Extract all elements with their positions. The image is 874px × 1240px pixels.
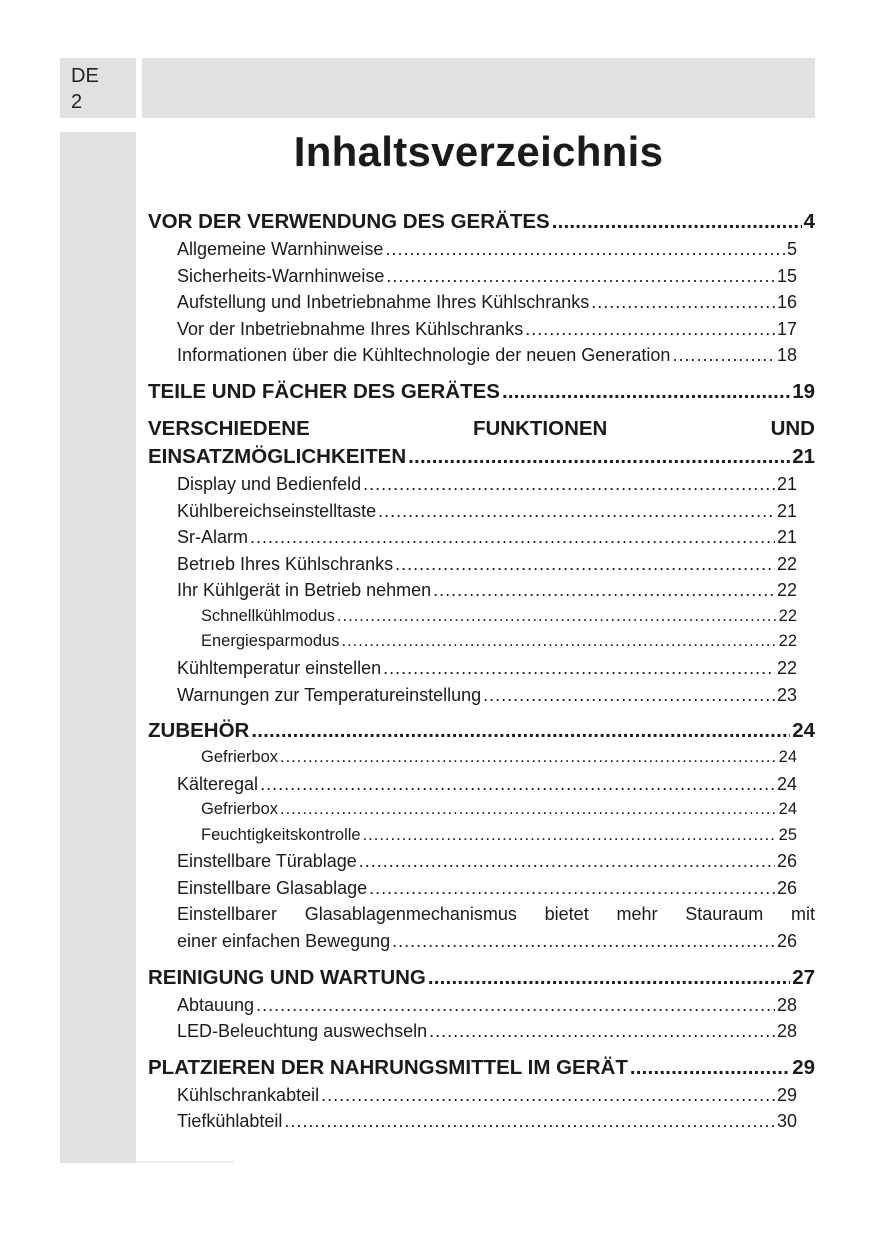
toc-section[interactable] — [148, 1054, 815, 1082]
toc-label: Kühltemperatur einstellen — [177, 657, 382, 678]
toc-section-line1[interactable] — [148, 415, 815, 443]
toc-label: EINSATZMÖGLICHKEITEN — [148, 444, 407, 468]
toc-label: Gefrierbox — [201, 800, 279, 819]
toc-leader — [525, 316, 775, 343]
toc-entry[interactable] — [148, 682, 815, 709]
toc-entry[interactable] — [148, 771, 815, 798]
toc-page: 24 — [778, 748, 797, 767]
toc-entry-line1[interactable]: Einstellbarer Glasablagenmechanismus bietet mehr Stauraum mit — [177, 904, 815, 925]
toc-entry[interactable] — [148, 928, 815, 955]
toc-word: FUNKTIONEN — [472, 416, 608, 440]
toc-subentry[interactable] — [148, 604, 815, 630]
toc-leader — [369, 875, 775, 902]
toc-label: Einstellbare Glasablage — [177, 877, 368, 898]
toc-leader — [363, 471, 775, 498]
toc-page: 24 — [776, 773, 797, 794]
toc-entry[interactable] — [148, 498, 815, 525]
toc-label: Vor der Inbetriebnahme Ihres Kühlschranks — [177, 318, 524, 339]
toc-label: Abtauung — [177, 994, 255, 1015]
toc-page: 15 — [776, 265, 797, 286]
toc-section[interactable] — [148, 208, 815, 236]
toc-page: 28 — [776, 1021, 797, 1042]
toc-label: ZUBEHÖR — [148, 719, 250, 743]
toc-leader — [383, 655, 775, 682]
toc-page: 22 — [776, 580, 797, 601]
toc-page: 22 — [776, 553, 797, 574]
toc-label: Einstellbare Türablage — [177, 851, 357, 872]
toc-entry[interactable] — [148, 1082, 815, 1109]
page-number: 2 — [71, 91, 83, 113]
toc-page: 21 — [776, 527, 797, 548]
toc-label: Sicherheits-Warnhinweise — [177, 265, 385, 286]
toc-label: Kühlbereichseinstelltaste — [177, 500, 377, 521]
toc-entry[interactable] — [148, 471, 815, 498]
toc-subentry[interactable] — [148, 823, 815, 849]
toc-label: Betrıeb Ihres Kühlschranks — [177, 553, 394, 574]
toc-page: 5 — [786, 239, 797, 259]
toc-page: 26 — [776, 851, 797, 872]
toc-section[interactable] — [148, 378, 815, 406]
toc-leader — [337, 604, 777, 630]
toc-section[interactable] — [148, 964, 815, 992]
toc-label: Display und Bedienfeld — [177, 473, 362, 494]
toc-label: Kälteregal — [177, 773, 259, 794]
toc-subentry[interactable] — [148, 745, 815, 771]
toc-entry[interactable] — [148, 577, 815, 604]
toc-label: LED-Beleuchtung auswechseln — [177, 1021, 428, 1042]
toc-page: 24 — [792, 719, 815, 743]
toc-page: 27 — [792, 965, 815, 989]
toc-label: Sr-Alarm — [177, 527, 248, 548]
toc-label: Allgemeine Warnhinweise — [177, 239, 384, 259]
toc-label: Warnungen zur Temperatureinstellung — [177, 684, 482, 705]
toc-leader — [284, 1108, 775, 1135]
toc-entry[interactable] — [148, 342, 815, 369]
toc-entry[interactable] — [148, 875, 815, 902]
toc-leader — [280, 797, 777, 823]
toc-leader — [386, 263, 775, 290]
toc-label: Kühlschrankabteil — [177, 1084, 320, 1105]
page-badge — [60, 58, 136, 118]
footer-rule — [136, 1161, 234, 1163]
toc-label: Gefrierbox — [201, 748, 279, 767]
toc-page: 17 — [776, 318, 797, 339]
toc-label: Energiesparmodus — [201, 632, 340, 651]
toc-leader — [342, 629, 777, 655]
toc-page: 26 — [776, 931, 797, 951]
toc-leader — [408, 443, 790, 471]
page-title: Inhaltsverzeichnis — [293, 128, 664, 175]
toc-leader — [502, 378, 790, 406]
toc-page: 19 — [792, 379, 815, 403]
toc-page: 29 — [776, 1084, 797, 1105]
toc-label: Informationen über die Kühltechnologie der neuen Generation — [177, 345, 671, 366]
toc-entry[interactable] — [148, 551, 815, 578]
toc-leader — [256, 992, 775, 1019]
toc-leader — [363, 823, 777, 849]
toc-label: einer einfachen Bewegung — [177, 931, 391, 951]
toc-leader — [672, 342, 775, 369]
toc-entry[interactable] — [148, 848, 815, 875]
toc-page: 24 — [778, 800, 797, 819]
toc-entry[interactable] — [148, 263, 815, 290]
toc-leader — [552, 208, 802, 236]
toc-leader — [359, 848, 775, 875]
toc-section[interactable] — [148, 443, 815, 471]
toc-leader — [250, 524, 775, 551]
toc-leader — [428, 964, 790, 992]
toc-page: 30 — [776, 1111, 797, 1132]
toc-leader — [260, 771, 775, 798]
side-band — [60, 132, 136, 1163]
toc-page: 23 — [776, 684, 797, 705]
toc-label: PLATZIEREN DER NAHRUNGSMITTEL IM GERÄT — [148, 1055, 628, 1079]
toc-label: Feuchtigkeitskontrolle — [201, 825, 361, 844]
toc-label: VOR DER VERWENDUNG DES GERÄTES — [148, 210, 550, 233]
toc-page: 22 — [776, 657, 797, 678]
toc-page: 21 — [776, 473, 797, 494]
toc-leader — [280, 745, 777, 771]
toc-leader — [251, 717, 790, 745]
toc-leader — [429, 1018, 775, 1045]
toc-page: 21 — [792, 444, 815, 468]
toc-page: 4 — [803, 210, 815, 233]
toc-section[interactable] — [148, 717, 815, 745]
language-code: DE — [71, 65, 99, 87]
toc-leader — [591, 289, 775, 316]
toc-page: 18 — [776, 345, 797, 366]
toc-page: 25 — [778, 825, 797, 844]
header-band — [142, 58, 815, 118]
toc-label: Aufstellung und Inbetriebnahme Ihres Kühlschranks — [177, 292, 590, 313]
toc-page: 26 — [776, 877, 797, 898]
toc-page: 28 — [776, 994, 797, 1015]
toc-label: Tiefkühlabteil — [177, 1111, 283, 1132]
toc-entry[interactable] — [148, 524, 815, 551]
toc-leader — [630, 1054, 790, 1082]
toc-leader — [395, 551, 775, 578]
toc-leader — [321, 1082, 775, 1109]
toc-leader — [385, 236, 785, 263]
toc-label: TEILE UND FÄCHER DES GERÄTES — [148, 379, 500, 403]
toc-label: REINIGUNG UND WARTUNG — [148, 965, 426, 989]
toc-leader — [433, 577, 775, 604]
toc-subentry[interactable] — [148, 629, 815, 655]
toc-label: Ihr Kühlgerät in Betrieb nehmen — [177, 580, 432, 601]
toc-word: UND — [770, 416, 815, 440]
toc-leader — [392, 928, 775, 955]
toc-entry[interactable] — [148, 1108, 815, 1135]
toc-page: 21 — [776, 500, 797, 521]
toc-leader — [483, 682, 775, 709]
toc-page: 22 — [778, 632, 797, 651]
toc-entry[interactable] — [148, 1018, 815, 1045]
toc-page: 22 — [778, 606, 797, 625]
toc-page: 16 — [776, 292, 797, 313]
toc-label: Schnellkühlmodus — [201, 606, 335, 625]
toc-subentry[interactable] — [148, 797, 815, 823]
table-of-contents — [148, 208, 815, 1135]
toc-entry[interactable] — [148, 236, 815, 263]
toc-word: VERSCHIEDENE — [148, 416, 310, 440]
toc-entry[interactable] — [148, 316, 815, 343]
toc-page: 29 — [792, 1055, 815, 1079]
toc-entry[interactable] — [148, 289, 815, 316]
toc-entry[interactable] — [148, 655, 815, 682]
toc-entry[interactable] — [148, 992, 815, 1019]
toc-leader — [378, 498, 775, 525]
